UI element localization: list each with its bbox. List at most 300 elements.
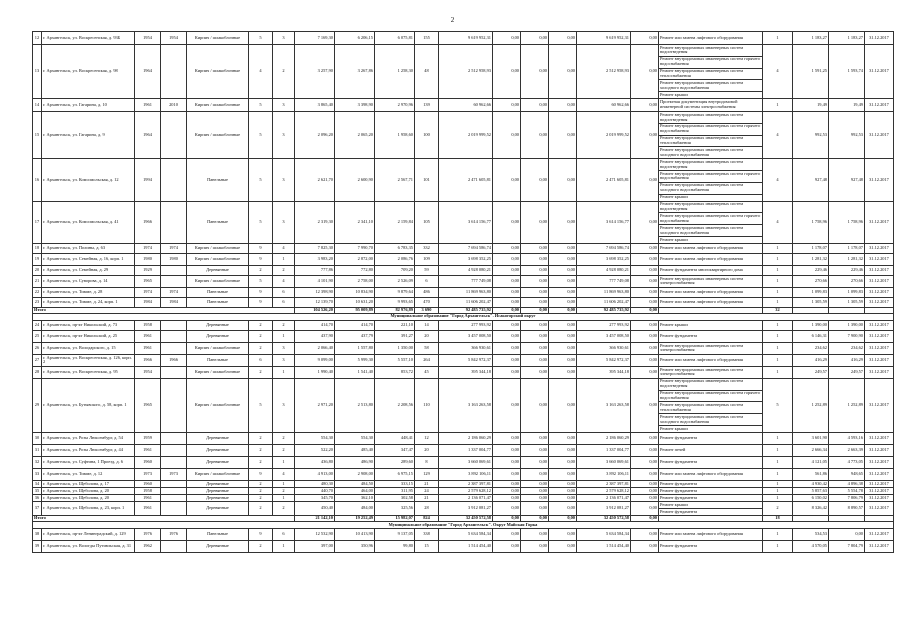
- row-number: 30: [33, 433, 42, 445]
- total-area: 480,30: [295, 481, 335, 488]
- residential-area: 853,72: [375, 366, 415, 378]
- entrances: 4: [273, 275, 295, 287]
- row-number: 17: [33, 201, 42, 243]
- work-count: 1: [763, 354, 793, 366]
- completion-date: 31.12.2017: [865, 265, 894, 275]
- total-a2: 19 252,49: [335, 515, 375, 521]
- residential-area: 9 137,05: [375, 528, 415, 540]
- specific-cost: 8 326,42: [793, 501, 829, 515]
- wall-material: Кирпич / шлакоблочные: [187, 243, 249, 253]
- cost-local: 0,00: [549, 253, 577, 265]
- total-label: Итого: [33, 515, 295, 521]
- table-row: [33, 287, 894, 297]
- table-row: [33, 494, 894, 501]
- section-row: [33, 313, 894, 320]
- address: г. Архангельск, ул. Щеболова, д. 23, корп. 1: [42, 501, 135, 515]
- cost-owners: 3 698 352,25: [577, 253, 631, 265]
- cost-owners: 2 579 628,12: [577, 487, 631, 494]
- cost-local: 0,00: [549, 320, 577, 330]
- table-row: [33, 378, 894, 432]
- residential-area: 2 208,56: [375, 378, 415, 432]
- cost-federal: 0,00: [493, 32, 521, 45]
- work-item: Ремонт или замена лифтового оборудования: [660, 255, 743, 261]
- year-built: 1959: [135, 433, 161, 445]
- year-commissioned: 1980: [161, 253, 187, 265]
- total-area: 2 096,20: [295, 112, 335, 159]
- residents: 338: [415, 528, 439, 540]
- cost-total: 2 186 060,29: [439, 433, 493, 445]
- premises-area: 2 341,10: [335, 201, 375, 243]
- cost-regional: 0,00: [521, 99, 549, 112]
- cost-limit: 1 281,32: [829, 253, 865, 265]
- row-number: 26: [33, 342, 42, 354]
- work-count: 1: [763, 457, 793, 469]
- work-item: Ремонт внутридомовых инженерных систем теплоснабжения: [659, 402, 762, 414]
- work-count: 4: [763, 112, 793, 159]
- cost-owners: 4 928 080,21: [577, 265, 631, 275]
- work-item: Ремонт или замена лифтового оборудования: [660, 244, 743, 250]
- floors: 2: [249, 487, 273, 494]
- work-item: Ремонт внутридомовых инженерных систем теплоснабжения: [659, 136, 762, 148]
- table-row: [33, 501, 894, 515]
- completion-date: 31.12.2017: [865, 320, 894, 330]
- cost-federal: 0,00: [493, 275, 521, 287]
- cost-owners: 2 019 999,52: [577, 112, 631, 159]
- entrances: 1: [273, 330, 295, 342]
- specific-cost: 561,86: [793, 469, 829, 481]
- year-built: 1974: [135, 287, 161, 297]
- floors: 5: [249, 159, 273, 201]
- year-commissioned: [161, 159, 187, 201]
- residential-area: 1 958,60: [375, 112, 415, 159]
- residents: 58: [415, 342, 439, 354]
- cost-other: 0,00: [631, 487, 659, 494]
- wall-material: Кирпич / шлакоблочные: [187, 253, 249, 265]
- entrances: 3: [273, 378, 295, 432]
- cost-regional: 0,00: [521, 253, 549, 265]
- row-number: 19: [33, 253, 42, 265]
- work-types: [659, 201, 763, 243]
- cost-regional: 0,00: [521, 32, 549, 45]
- work-count: 4: [763, 45, 793, 99]
- cost-local: 0,00: [549, 275, 577, 287]
- residential-area: 6 783,35: [375, 243, 415, 253]
- total-area: 414,70: [295, 320, 335, 330]
- cost-limit: 229,46: [829, 265, 865, 275]
- address: г. Архангельск, ул. Воскресенская, д. 93Б: [42, 32, 135, 45]
- residential-area: 9 879,64: [375, 287, 415, 297]
- residents: 21: [415, 481, 439, 488]
- wall-material: Кирпич / шлакоблочные: [187, 275, 249, 287]
- work-types: [659, 528, 763, 540]
- year-commissioned: [161, 342, 187, 354]
- table-row: [33, 45, 894, 99]
- row-number: 23: [33, 297, 42, 307]
- wall-material: Деревянные: [187, 320, 249, 330]
- residential-area: 448,41: [375, 433, 415, 445]
- work-types: [659, 253, 763, 265]
- cost-federal: 0,00: [493, 342, 521, 354]
- table-row: [33, 297, 894, 307]
- total-area: 777,86: [295, 265, 335, 275]
- year-commissioned: 1966: [161, 354, 187, 366]
- cost-federal: 0,00: [493, 433, 521, 445]
- cost-local: 0,00: [549, 342, 577, 354]
- year-commissioned: 1984: [161, 297, 187, 307]
- wall-material: Деревянные: [187, 494, 249, 501]
- work-item: Ремонт или замена лифтового оборудования: [660, 298, 743, 304]
- work-count: 1: [763, 253, 793, 265]
- work-count: 1: [763, 287, 793, 297]
- cost-owners: 11 869 963,80: [577, 287, 631, 297]
- wall-material: Деревянные: [187, 501, 249, 515]
- cost-owners: 2 471 605,81: [577, 159, 631, 201]
- cost-other: 0,00: [631, 354, 659, 366]
- work-item: Ремонт внутридомовых инженерных систем холодного водоснабжения: [659, 183, 762, 195]
- cost-limit: 2 663,39: [829, 445, 865, 457]
- cost-regional: 0,00: [521, 297, 549, 307]
- cost-other: 0,00: [631, 528, 659, 540]
- premises-area: 10 631,20: [335, 297, 375, 307]
- total-a2: 95 009,89: [335, 307, 375, 313]
- total-a3: 15 982,07: [375, 515, 415, 521]
- address: г. Архангельск, ул. Воскресенская, д. 98: [42, 45, 135, 99]
- specific-cost: 4 121,05: [793, 457, 829, 469]
- work-types: [659, 469, 763, 481]
- cost-other: 0,00: [631, 342, 659, 354]
- work-item: Ремонт крыши: [660, 91, 688, 97]
- cost-owners: 366 930,61: [577, 342, 631, 354]
- work-types: [659, 342, 763, 354]
- year-built: 1961: [135, 99, 161, 112]
- total-c1: 32 450 572,58: [439, 515, 493, 521]
- cost-total: 2 019 999,52: [439, 112, 493, 159]
- residents: 155: [415, 32, 439, 45]
- address: г. Архангельск, ул. Воскресенская, д. 126, корп. 2: [42, 354, 135, 366]
- specific-cost: 6 150,02: [793, 494, 829, 501]
- entrances: 3: [273, 99, 295, 112]
- floors: 2: [249, 320, 273, 330]
- completion-date: 31.12.2017: [865, 469, 894, 481]
- total-c3: 0,00: [521, 307, 549, 313]
- table-row: [33, 528, 894, 540]
- residents: 110: [415, 378, 439, 432]
- cost-total: 9 619 952,31: [439, 32, 493, 45]
- premises-area: 484,00: [335, 501, 375, 515]
- cost-limit: 1 178,07: [829, 243, 865, 253]
- work-types: [659, 378, 763, 432]
- year-built: 1961: [135, 501, 161, 515]
- cost-owners: 5 842 972,37: [577, 354, 631, 366]
- specific-cost: 1 252,89: [793, 378, 829, 432]
- year-built: 1965: [135, 275, 161, 287]
- floors: 2: [249, 481, 273, 488]
- total-c5: 32 450 572,58: [577, 515, 631, 521]
- year-built: 1980: [135, 253, 161, 265]
- cost-regional: 0,00: [521, 494, 549, 501]
- cost-limit: 927,48: [829, 159, 865, 201]
- cost-local: 0,00: [549, 32, 577, 45]
- work-item: Ремонт фундамента: [660, 332, 698, 338]
- specific-cost: 19,49: [793, 99, 829, 112]
- premises-area: 772,80: [335, 265, 375, 275]
- cost-total: 395 344,18: [439, 366, 493, 378]
- total-area: 12 398,90: [295, 287, 335, 297]
- work-item: Ремонт внутридомовых инженерных систем горячего водоснабжения: [659, 171, 762, 183]
- work-types: [659, 320, 763, 330]
- wall-material: Деревянные: [187, 433, 249, 445]
- completion-date: 31.12.2017: [865, 45, 894, 99]
- work-count: 1: [763, 99, 793, 112]
- table-row: [33, 159, 894, 201]
- table-row: [33, 253, 894, 265]
- row-number: 27: [33, 354, 42, 366]
- cost-limit: 416,29: [829, 354, 865, 366]
- completion-date: 31.12.2017: [865, 330, 894, 342]
- cost-other: 0,00: [631, 330, 659, 342]
- floors: 9: [249, 528, 273, 540]
- cost-federal: 0,00: [493, 320, 521, 330]
- specific-cost: 229,46: [793, 265, 829, 275]
- cost-local: 0,00: [549, 99, 577, 112]
- floors: 5: [249, 99, 273, 112]
- address: г. Архангельск, ул. Вологды Путивльская, д. 31: [42, 540, 135, 552]
- entrances: 2: [273, 433, 295, 445]
- wall-material: Панельные: [187, 201, 249, 243]
- work-item: Ремонт фундамента: [660, 543, 698, 549]
- completion-date: 31.12.2017: [865, 159, 894, 201]
- work-count: 1: [763, 243, 793, 253]
- completion-date: 31.12.2017: [865, 378, 894, 432]
- residents: 28: [415, 501, 439, 515]
- cost-local: 0,00: [549, 540, 577, 552]
- completion-date: 31.12.2017: [865, 494, 894, 501]
- total-area: 2 971,20: [295, 378, 335, 432]
- wall-material: Панельные: [187, 528, 249, 540]
- cost-local: 0,00: [549, 201, 577, 243]
- cost-total: 777 749,08: [439, 275, 493, 287]
- cost-federal: 0,00: [493, 378, 521, 432]
- address: г. Архангельск, пр-кт Никольский, д. 25: [42, 330, 135, 342]
- residents: 14: [415, 320, 439, 330]
- cost-total: 2 387 397,81: [439, 481, 493, 488]
- entrances: 3: [273, 32, 295, 45]
- row-number: 38: [33, 528, 42, 540]
- cost-regional: 0,00: [521, 481, 549, 488]
- entrances: 4: [273, 469, 295, 481]
- work-count: 1: [763, 320, 793, 330]
- cost-total: 7 694 586,74: [439, 243, 493, 253]
- floors: 5: [249, 201, 273, 243]
- cost-total: 3 457 008,50: [439, 330, 493, 342]
- floors: 2: [249, 433, 273, 445]
- wall-material: Панельные: [187, 159, 249, 201]
- entrances: 6: [273, 528, 295, 540]
- cost-federal: 0,00: [493, 45, 521, 99]
- work-item: Ремонт фундамента: [660, 494, 698, 500]
- work-item: Ремонт внутридомовых инженерных систем холодного водоснабжения: [660, 147, 744, 157]
- work-types: [659, 287, 763, 297]
- residents: 486: [415, 287, 439, 297]
- cost-other: 0,00: [631, 494, 659, 501]
- year-built: 1964: [135, 112, 161, 159]
- residential-area: 1 350,00: [375, 342, 415, 354]
- work-item: Ремонт или замена лифтового оборудования: [660, 531, 743, 537]
- completion-date: 31.12.2017: [865, 32, 894, 45]
- entrances: 2: [273, 45, 295, 99]
- floors: 9: [249, 287, 273, 297]
- premises-area: 1 557,80: [335, 342, 375, 354]
- work-item: Ремонт фундамента многоквартирного дома: [660, 266, 743, 272]
- entrances: 2: [273, 487, 295, 494]
- cost-total: 3 912 081,27: [439, 501, 493, 515]
- residential-area: 2 567,71: [375, 159, 415, 201]
- cost-other: 0,00: [631, 540, 659, 552]
- residential-area: 9 993,65: [375, 297, 415, 307]
- total-c3: 0,00: [521, 515, 549, 521]
- floors: 2: [249, 330, 273, 342]
- total-area: 3 257,90: [295, 45, 335, 99]
- work-item: Ремонт или замена лифтового оборудования: [660, 34, 743, 40]
- work-item: Ремонт фундамента: [660, 487, 698, 493]
- work-count: 4: [763, 159, 793, 201]
- address: г. Архангельск, ул. Комсомольская, д. 12: [42, 159, 135, 201]
- work-item: Ремонт внутридомовых инженерных систем водоотведения: [659, 202, 762, 214]
- work-count: 1: [763, 469, 793, 481]
- completion-date: 31.12.2017: [865, 297, 894, 307]
- row-number: 14: [33, 99, 42, 112]
- floors: 9: [249, 243, 273, 253]
- residents: 59: [415, 265, 439, 275]
- cost-total: 4 928 080,21: [439, 265, 493, 275]
- year-commissioned: 1976: [161, 528, 187, 540]
- cost-federal: 0,00: [493, 469, 521, 481]
- specific-cost: 1 305,59: [793, 297, 829, 307]
- year-commissioned: 1974: [161, 243, 187, 253]
- residents: 8: [415, 457, 439, 469]
- work-item: Ремонт или замена лифтового оборудования: [660, 356, 743, 362]
- year-commissioned: 2010: [161, 99, 187, 112]
- year-commissioned: [161, 201, 187, 243]
- cost-owners: 3 912 081,27: [577, 501, 631, 515]
- cost-regional: 0,00: [521, 342, 549, 354]
- entrances: 3: [273, 201, 295, 243]
- cost-limit: 1 758,96: [829, 201, 865, 243]
- address: г. Архангельск, ул. Тимме, д. 24, корп. 1: [42, 297, 135, 307]
- cost-federal: 0,00: [493, 540, 521, 552]
- premises-area: 350,96: [335, 540, 375, 552]
- work-item: Ремонт крыши: [660, 425, 688, 431]
- premises-area: 3 398,90: [335, 99, 375, 112]
- premises-area: 2 513,80: [335, 378, 375, 432]
- work-item: Ремонт или замена лифтового оборудования: [660, 288, 743, 294]
- specific-cost: 4 930,42: [793, 481, 829, 488]
- cost-other: 0,00: [631, 433, 659, 445]
- floors: 2: [249, 342, 273, 354]
- cost-other: 0,00: [631, 32, 659, 45]
- work-types: [659, 494, 763, 501]
- work-count: 1: [763, 433, 793, 445]
- cost-federal: 0,00: [493, 253, 521, 265]
- cost-other: 0,00: [631, 445, 659, 457]
- year-built: 1964: [135, 45, 161, 99]
- cost-total: 5 842 972,37: [439, 354, 493, 366]
- cost-federal: 0,00: [493, 481, 521, 488]
- cost-owners: 7 694 586,74: [577, 243, 631, 253]
- address: г. Архангельск, ул. Полины, д. 63: [42, 243, 135, 253]
- floors: 2: [249, 501, 273, 515]
- table-row: [33, 112, 894, 159]
- cost-local: 0,00: [549, 433, 577, 445]
- specific-cost: 234,62: [793, 342, 829, 354]
- entrances: 4: [273, 243, 295, 253]
- completion-date: 31.12.2017: [865, 112, 894, 159]
- floors: 2: [249, 540, 273, 552]
- wall-material: Панельные: [187, 354, 249, 366]
- residents: 139: [415, 99, 439, 112]
- premises-area: 464,00: [335, 487, 375, 494]
- premises-area: 10 834,90: [335, 287, 375, 297]
- cost-federal: 0,00: [493, 159, 521, 201]
- address: г. Архангельск, ул. Щеболова, д. 17: [42, 481, 135, 488]
- specific-cost: 3 601,90: [793, 433, 829, 445]
- year-built: 1965: [135, 378, 161, 432]
- cost-limit: 948,65: [829, 469, 865, 481]
- premises-area: 10 413,90: [335, 528, 375, 540]
- table-row: [33, 366, 894, 378]
- specific-cost: 534,53: [793, 528, 829, 540]
- floors: 5: [249, 275, 273, 287]
- entrances: 3: [273, 159, 295, 201]
- work-item: Ремонт внутридомовых инженерных систем электроснабжения: [660, 342, 744, 353]
- cost-owners: 395 344,18: [577, 366, 631, 378]
- floors: 9: [249, 253, 273, 265]
- cost-local: 0,00: [549, 366, 577, 378]
- cost-other: 0,00: [631, 378, 659, 432]
- total-c6: 0,00: [631, 307, 659, 313]
- cost-limit: 8 890,57: [829, 501, 865, 515]
- work-item: Ремонт крыши: [660, 321, 688, 327]
- total-area: 7 169,30: [295, 32, 335, 45]
- floors: 2: [249, 457, 273, 469]
- premises-area: 2 872,00: [335, 253, 375, 265]
- work-count: 1: [763, 297, 793, 307]
- cost-regional: 0,00: [521, 275, 549, 287]
- work-types: [659, 487, 763, 494]
- work-types: [659, 501, 763, 515]
- cost-local: 0,00: [549, 445, 577, 457]
- premises-area: 362,10: [335, 494, 375, 501]
- total-a1: 104 526,20: [295, 307, 335, 313]
- premises-area: 437,79: [335, 330, 375, 342]
- cost-regional: 0,00: [521, 501, 549, 515]
- year-built: 1929: [135, 265, 161, 275]
- address: г. Архангельск, ул. Семейная, д. 16, корп. 1: [42, 253, 135, 265]
- premises-area: 1 541,40: [335, 366, 375, 378]
- completion-date: 31.12.2017: [865, 201, 894, 243]
- year-built: 1961: [135, 342, 161, 354]
- residential-area: 325,56: [375, 501, 415, 515]
- section-row: [33, 521, 894, 528]
- table-row: [33, 469, 894, 481]
- premises-area: 2 758,00: [335, 275, 375, 287]
- cost-other: 0,00: [631, 275, 659, 287]
- cost-owners: 2 186 060,29: [577, 433, 631, 445]
- premises-area: 2 065,20: [335, 112, 375, 159]
- cost-local: 0,00: [549, 457, 577, 469]
- premises-area: 485,40: [335, 445, 375, 457]
- floors: 9: [249, 469, 273, 481]
